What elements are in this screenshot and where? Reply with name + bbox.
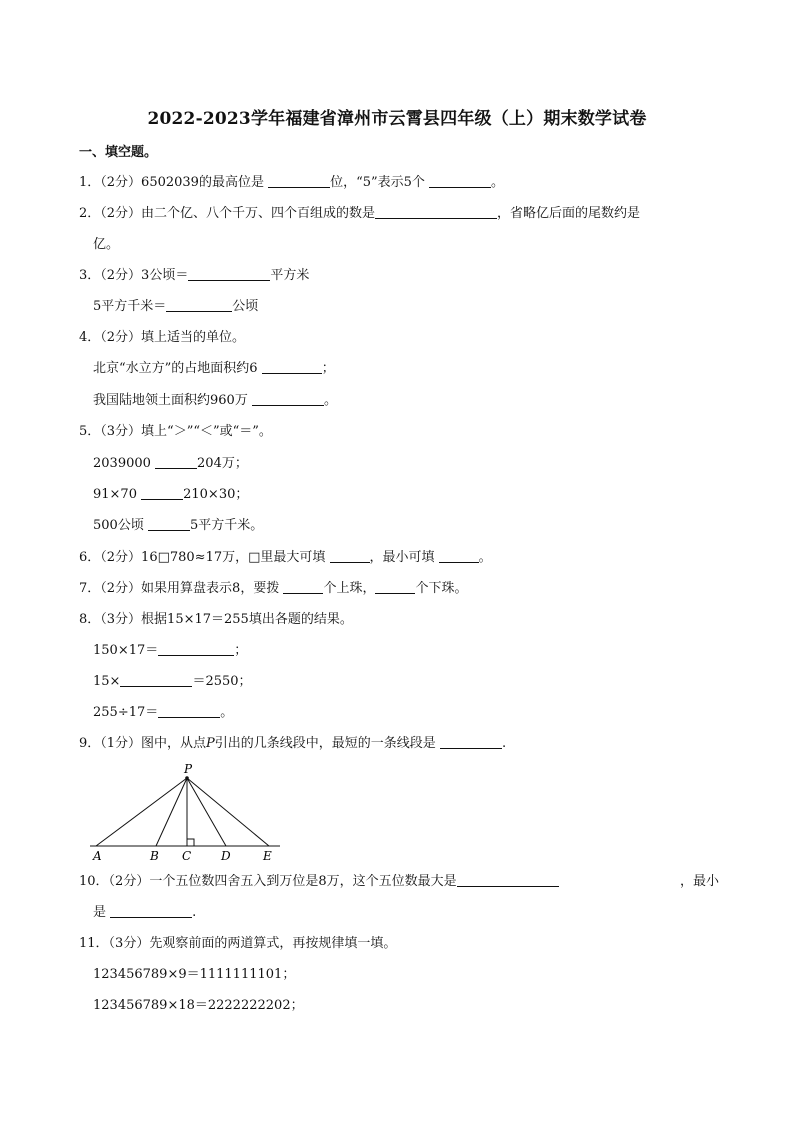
q1-blank-1[interactable] [268, 174, 330, 188]
question-7 [79, 580, 467, 598]
q1-blank-2[interactable] [429, 174, 491, 188]
q3-text-a: 3．（2分）3公顷＝ [79, 268, 189, 283]
q3-text-b: 平方米 [270, 268, 310, 283]
q10-text-c: 是 [93, 905, 111, 920]
q2-blank-1[interactable] [375, 205, 497, 219]
q4-text-b: 北京“水立方”的占地面积约6 [93, 361, 262, 376]
segment-pe [187, 778, 269, 846]
question-8: 8．（3分）根据15×17＝255填出各题的结果。 [79, 612, 353, 627]
segment-pa [96, 778, 187, 846]
q5-text-d1: 500公顷 [93, 518, 148, 533]
q5-text-c1: 91×70 [93, 487, 142, 502]
q5-text-d2: 5平方千米。 [189, 518, 264, 533]
q9-text-a: 9．（1分）图中，从点 [79, 736, 207, 751]
q1-text-b: 位，“5”表示5个 [330, 175, 430, 190]
q4-text-c: ； [321, 361, 335, 376]
q1-text-c: 。 [491, 175, 505, 190]
q3-blank-1[interactable] [188, 267, 270, 281]
q11-line-3: 123456789×18＝2222222202； [93, 998, 304, 1013]
question-6 [79, 549, 492, 567]
q5-blank-3[interactable] [148, 517, 190, 531]
q6-text-c: 。 [478, 550, 492, 565]
q3-blank-2[interactable] [166, 298, 232, 312]
q6-text-a: 6．（2分）16□780≈17万，□里最大可填 [79, 550, 330, 565]
q2-text-b: ，省略亿后面的尾数约是 [497, 206, 641, 221]
q5-line-2 [93, 455, 248, 473]
q7-blank-1[interactable] [283, 580, 323, 594]
q5-text-b1: 2039000 [93, 456, 156, 471]
q6-blank-2[interactable] [439, 549, 479, 563]
q10-continuation [93, 904, 196, 922]
page-title: 2022-2023学年福建省漳州市云霄县四年级（上）期末数学试卷 [147, 109, 647, 129]
q9-blank-1[interactable] [440, 735, 502, 749]
q5-text-b2: 204万； [197, 456, 248, 471]
q4-line-3 [93, 392, 337, 410]
q2-text-c: 亿。 [93, 237, 120, 252]
q4-blank-2[interactable] [252, 392, 324, 406]
q11-line-2: 123456789×9＝1111111101； [93, 967, 296, 982]
right-angle-mark [187, 839, 194, 846]
q10-blank-1[interactable] [457, 873, 559, 887]
q8-line-2 [93, 642, 247, 660]
q4-blank-1[interactable] [262, 360, 322, 374]
label-d: D [221, 849, 231, 863]
q8-text-c1: 15× [93, 674, 121, 689]
q6-text-b: ，最小可填 [369, 550, 439, 565]
q4-line-2 [93, 360, 335, 378]
q7-text-b: 个上珠， [323, 581, 376, 596]
q5-blank-1[interactable] [155, 455, 197, 469]
question-11: 11．（3分）先观察前面的两道算式，再按规律填一填。 [79, 936, 397, 951]
q8-text-c2: ＝2550； [192, 674, 252, 689]
q7-text-c: 个下珠。 [415, 581, 468, 596]
q8-blank-3[interactable] [158, 704, 220, 718]
q9-text-c: . [501, 736, 507, 751]
q3-line-2 [93, 298, 258, 316]
q2-text-a: 2．（2分）由二个亿、八个千万、四个百组成的数是 [79, 206, 376, 221]
label-c: C [182, 849, 192, 863]
label-b: B [150, 849, 159, 863]
q7-text-a: 7．（2分）如果用算盘表示8，要拨 [79, 581, 284, 596]
label-a: A [93, 849, 102, 863]
q5-text-c2: 210×30； [183, 487, 249, 502]
question-10 [79, 873, 719, 891]
q10-blank-2[interactable] [110, 904, 192, 918]
q5-line-3 [93, 486, 248, 504]
segment-pd [187, 778, 226, 846]
question-5: 5．（3分）填上“＞”“＜”或“＝”。 [79, 424, 272, 439]
q8-text-d2: 。 [220, 705, 234, 720]
segment-pb [156, 778, 187, 846]
question-1 [79, 174, 504, 192]
q1-text-a: 1．（2分）6502039的最高位是 [79, 175, 269, 190]
q4-text-d: 我国陆地领土面积约960万 [93, 393, 252, 408]
q8-blank-2[interactable] [120, 673, 192, 687]
q9-text-b: 引出的几条线段中，最短的一条线段是 [214, 736, 440, 751]
q4-text-e: 。 [323, 393, 337, 408]
q8-text-b1: 150×17＝ [93, 643, 159, 658]
q7-blank-2[interactable] [375, 580, 415, 594]
q3-text-d: 公顷 [232, 299, 259, 314]
q10-text-b: ，最小 [679, 874, 719, 889]
question-2 [79, 205, 719, 223]
q8-text-b2: ； [234, 643, 248, 658]
q9-segment-figure [86, 758, 286, 866]
q3-text-c: 5平方千米＝ [93, 299, 167, 314]
q6-blank-1[interactable] [330, 549, 370, 563]
q10-text-d: . [192, 905, 197, 920]
q2-continuation [93, 236, 119, 254]
question-3 [79, 267, 309, 285]
label-e: E [263, 849, 272, 863]
q8-blank-1[interactable] [158, 642, 234, 656]
section-heading-fill-blank: 一、填空题。 [79, 145, 158, 160]
q8-line-3 [93, 673, 252, 691]
label-p: P [184, 762, 193, 776]
question-4: 4．（2分）填上适当的单位。 [79, 330, 246, 345]
q5-line-4 [93, 517, 263, 535]
q10-text-a: 10．（2分）一个五位数四舍五入到万位是8万，这个五位数最大是 [79, 874, 457, 889]
q8-line-4 [93, 704, 233, 722]
point-p-dot [185, 776, 189, 780]
q9-point-p: P [206, 736, 215, 751]
q8-text-d1: 255÷17＝ [93, 705, 159, 720]
q5-blank-2[interactable] [141, 486, 183, 500]
question-9 [79, 735, 506, 753]
